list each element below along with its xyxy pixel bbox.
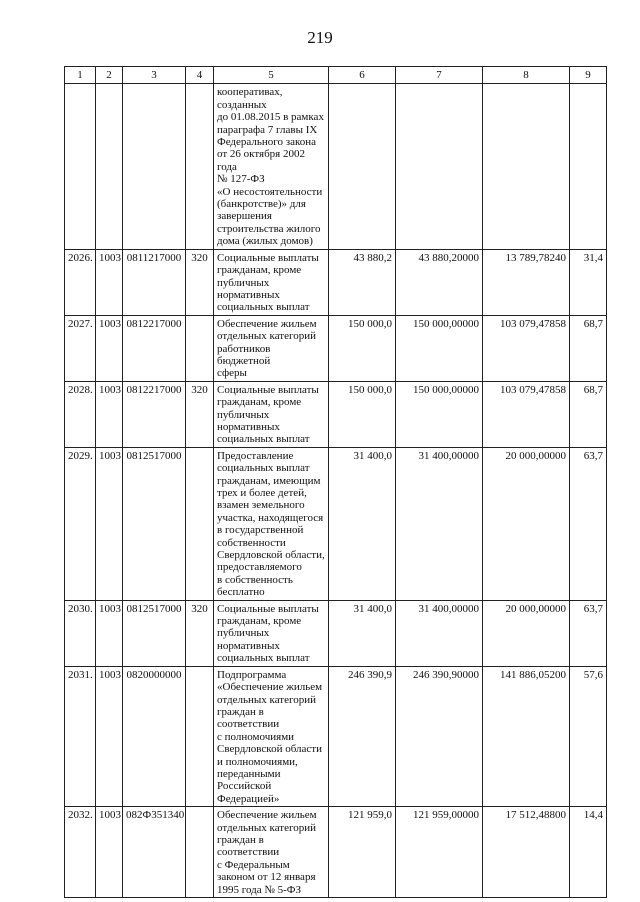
description-line: кооперативах, [217,86,283,99]
description-line: социальных выплат [217,652,310,665]
description-line: завершения [217,210,272,223]
column-header: 8 [483,67,570,84]
description-line: граждан в соответствии [217,705,280,731]
description-line: (банкротстве)» для [217,198,306,211]
section-code-cell: 1003 [96,381,123,447]
description-line: нормативных [217,420,280,433]
description-line: 1995 года № 5-ФЗ [217,883,302,896]
description-line: граждан в соответствии [217,833,280,859]
expense-type-cell [186,315,214,381]
table-row [65,807,607,898]
description-line: в собственность [217,573,293,586]
table-row [65,315,607,381]
target-code-cell [123,84,186,249]
table-row [65,666,607,806]
description-line: законом от 12 января [217,871,316,884]
approved-amount-cell: 43 880,2 [329,249,396,315]
description-line: публичных [217,408,270,421]
description-line: параграфа 7 главы IX [217,123,318,136]
description-line: «Обеспечение жильем [217,681,323,694]
executed-amount-cell: 20 000,00000 [483,447,570,600]
description-line: отдельных категорий [217,821,317,834]
table-row [65,249,607,315]
description-line: публичных [217,276,270,289]
description-line: нормативных [217,288,280,301]
description-cell [214,84,329,249]
approved-amount-cell: 121 959,0 [329,807,396,898]
description-cell [214,807,329,898]
executed-amount-cell: 17 512,48800 [483,807,570,898]
expense-type-cell [186,807,214,898]
description-line: Социальные выплаты [217,383,319,396]
target-code-cell: 0812217000 [123,381,186,447]
row-number-cell: 2032. [65,807,96,898]
column-header: 5 [214,67,329,84]
expense-type-cell [186,666,214,806]
planned-amount-cell: 43 880,20000 [396,249,483,315]
description-line: с полномочиями [217,730,295,743]
description-line: гражданам, кроме [217,396,302,409]
description-cell [214,666,329,806]
expense-type-cell [186,84,214,249]
approved-amount-cell: 31 400,0 [329,447,396,600]
execution-percent-cell: 57,6 [570,666,607,806]
row-number-cell: 2029. [65,447,96,600]
section-code-cell: 1003 [96,666,123,806]
description-line: в государственной [217,524,304,537]
column-header: 6 [329,67,396,84]
budget-table [64,66,607,898]
target-code-cell: 0812517000 [123,600,186,666]
description-cell [214,249,329,315]
planned-amount-cell: 31 400,00000 [396,600,483,666]
column-header: 4 [186,67,214,84]
description-line: отдельных категорий [217,693,317,706]
description-line: Обеспечение жильем [217,809,317,822]
description-line: гражданам, имеющим [217,474,321,487]
description-line: гражданам, кроме [217,264,302,277]
description-line: Социальные выплаты [217,251,319,264]
planned-amount-cell: 121 959,00000 [396,807,483,898]
description-line: и полномочиями, [217,755,298,768]
executed-amount-cell [483,84,570,249]
execution-percent-cell: 63,7 [570,600,607,666]
description-line: взамен земельного [217,499,305,512]
executed-amount-cell: 13 789,78240 [483,249,570,315]
approved-amount-cell: 31 400,0 [329,600,396,666]
execution-percent-cell [570,84,607,249]
description-line: строительства жилого [217,222,321,235]
description-line: Социальные выплаты [217,602,319,615]
row-number-cell: 2031. [65,666,96,806]
description-line: Федерального закона [217,136,317,149]
description-line: с Федеральным [217,858,290,871]
description-line: переданными [217,767,281,780]
table-body [65,84,607,898]
description-line: собственности [217,536,286,549]
expense-type-cell [186,447,214,600]
description-line: предоставляемого [217,561,302,574]
table-row [65,381,607,447]
description-cell [214,315,329,381]
description-line: Свердловской области, [217,549,325,562]
description-line: сферы [217,367,247,380]
description-line: гражданам, кроме [217,615,302,628]
description-cell [214,447,329,600]
section-code-cell: 1003 [96,315,123,381]
page-number: 219 [307,28,333,47]
planned-amount-cell: 246 390,90000 [396,666,483,806]
description-line: работников бюджетной [217,342,271,367]
row-number-cell: 2030. [65,600,96,666]
description-line: Федерацией» [217,792,280,805]
description-line: публичных [217,627,270,640]
description-line: трех и более детей, [217,487,307,499]
target-code-cell: 082Ф351340 [123,807,186,898]
executed-amount-cell: 103 079,47858 [483,381,570,447]
approved-amount-cell [329,84,396,249]
description-line: Обеспечение жильем [217,317,317,330]
description-line: нормативных [217,639,280,652]
executed-amount-cell: 103 079,47858 [483,315,570,381]
column-header: 9 [570,67,607,84]
planned-amount-cell [396,84,483,249]
row-number-cell: 2028. [65,381,96,447]
execution-percent-cell: 14,4 [570,807,607,898]
planned-amount-cell: 150 000,00000 [396,381,483,447]
section-code-cell [96,84,123,249]
target-code-cell: 0812217000 [123,315,186,381]
table-header-row [65,67,607,84]
description-line: социальных выплат [217,462,310,475]
column-header: 1 [65,67,96,84]
execution-percent-cell: 63,7 [570,447,607,600]
table-row [65,600,607,666]
description-line: дома (жилых домов) [217,235,313,248]
approved-amount-cell: 150 000,0 [329,381,396,447]
executed-amount-cell: 20 000,00000 [483,600,570,666]
description-cell [214,381,329,447]
execution-percent-cell: 68,7 [570,381,607,447]
section-code-cell: 1003 [96,447,123,600]
planned-amount-cell: 31 400,00000 [396,447,483,600]
column-header: 7 [396,67,483,84]
approved-amount-cell: 246 390,9 [329,666,396,806]
row-number-cell [65,84,96,249]
description-line: Подпрограмма [217,668,287,681]
description-line: от 26 октября 2002 года [217,148,305,173]
section-code-cell: 1003 [96,600,123,666]
row-number-cell: 2027. [65,315,96,381]
target-code-cell: 0820000000 [123,666,186,806]
column-header: 2 [96,67,123,84]
description-line: отдельных категорий [217,330,317,343]
executed-amount-cell: 141 886,05200 [483,666,570,806]
table-row [65,84,607,249]
expense-type-cell: 320 [186,249,214,315]
section-code-cell: 1003 [96,249,123,315]
description-line: бесплатно [217,586,265,599]
description-line: социальных выплат [217,433,310,446]
description-line: Свердловской области [217,743,322,756]
approved-amount-cell: 150 000,0 [329,315,396,381]
description-line: участка, находящегося [217,511,324,524]
description-line: Предоставление [217,449,294,462]
column-header: 3 [123,67,186,84]
target-code-cell: 0811217000 [123,249,186,315]
description-line: № 127-ФЗ [217,173,265,186]
description-line: «О несостоятельности [217,185,323,198]
description-line: социальных выплат [217,301,310,314]
description-line: до 01.08.2015 в рамках [217,111,324,124]
description-line: Российской [217,780,272,793]
section-code-cell: 1003 [96,807,123,898]
description-cell [214,600,329,666]
description-line: созданных [217,98,267,111]
execution-percent-cell: 31,4 [570,249,607,315]
row-number-cell: 2026. [65,249,96,315]
target-code-cell: 0812517000 [123,447,186,600]
execution-percent-cell: 68,7 [570,315,607,381]
expense-type-cell: 320 [186,600,214,666]
expense-type-cell: 320 [186,381,214,447]
table-row [65,447,607,600]
planned-amount-cell: 150 000,00000 [396,315,483,381]
